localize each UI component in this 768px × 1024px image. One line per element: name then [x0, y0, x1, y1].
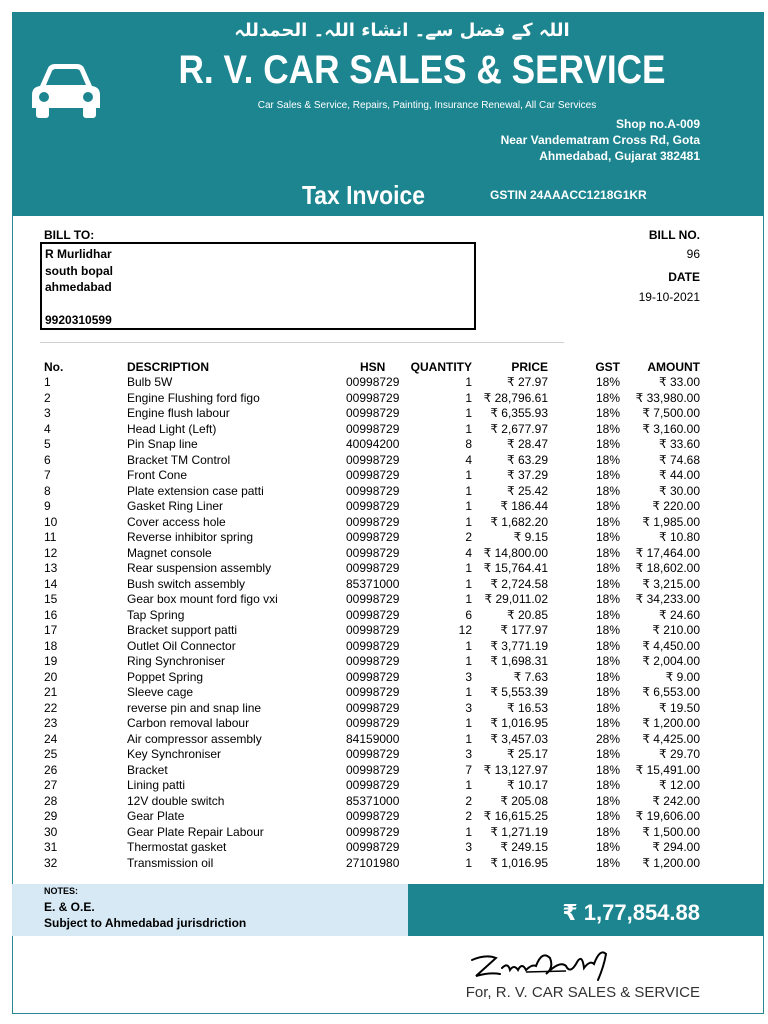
cell-gst: 18%	[595, 824, 620, 839]
cell-desc: Transmission oil	[127, 855, 214, 870]
cell-no: 14	[44, 576, 58, 591]
cell-qty: 2	[465, 809, 472, 823]
col-hsn: HSN	[360, 360, 386, 374]
bill-to-box	[40, 242, 476, 330]
bill-to-label: BILL TO:	[44, 228, 95, 242]
cell-gst: 18%	[595, 483, 620, 498]
cell-amount: ₹ 1,985.00	[642, 514, 700, 529]
date-label: DATE	[668, 270, 700, 284]
cell-hsn: 85371000	[346, 793, 400, 808]
cell-hsn: 00998729	[346, 700, 400, 715]
cell-amount: ₹ 4,425.00	[642, 731, 700, 746]
cell-desc: Magnet console	[127, 545, 212, 560]
address-line-3: Ahmedabad, Gujarat 382481	[539, 149, 700, 163]
cell-hsn: 00998729	[346, 762, 400, 777]
cell-qty: 3	[465, 747, 472, 761]
cell-hsn: 00998729	[346, 421, 400, 436]
cell-qty: 1	[465, 375, 472, 389]
cell-no: 7	[44, 468, 51, 482]
cell-desc: Bulb 5W	[127, 375, 173, 389]
col-price: PRICE	[511, 360, 548, 374]
cell-hsn: 00998729	[346, 607, 400, 622]
cell-gst: 18%	[595, 406, 620, 420]
cell-price: ₹ 1,682.20	[490, 514, 548, 529]
cell-qty: 3	[465, 700, 472, 715]
cell-hsn: 00998729	[346, 669, 400, 684]
table-row	[0, 422, 768, 438]
cell-gst: 18%	[595, 592, 620, 606]
table-header	[0, 360, 768, 375]
cell-desc: Bush switch assembly	[127, 576, 246, 591]
cell-qty: 8	[465, 437, 472, 451]
col-gst: GST	[595, 360, 620, 374]
cell-qty: 1	[465, 592, 472, 606]
table-row	[0, 391, 768, 407]
cell-desc: Air compressor assembly	[127, 731, 262, 746]
cell-desc: Engine Flushing ford figo	[127, 390, 260, 405]
cell-amount: ₹ 19,606.00	[635, 809, 700, 823]
company-tagline: Car Sales & Service, Repairs, Painting, Insurance Renewal, All Car Services	[257, 100, 597, 111]
cell-gst: 18%	[595, 561, 620, 575]
cell-amount: ₹ 44.00	[659, 468, 700, 482]
cell-no: 18	[44, 638, 58, 653]
table-row	[0, 794, 768, 810]
table-row	[0, 701, 768, 717]
cell-qty: 1	[465, 731, 472, 746]
cell-gst: 18%	[595, 793, 620, 808]
urdu-blessing: اللہ کے فضل سے۔ انشاء اللہ۔ الحمدللہ	[234, 20, 570, 41]
cell-amount: ₹ 10.80	[659, 530, 700, 544]
note-jurisdiction: Subject to Ahmedabad jurisdriction	[44, 916, 247, 930]
col-description: DESCRIPTION	[127, 360, 210, 374]
table-row	[0, 608, 768, 624]
cell-qty: 1	[465, 561, 472, 575]
cell-no: 12	[44, 545, 58, 560]
cell-desc: Head Light (Left)	[127, 421, 217, 436]
cell-amount: ₹ 24.60	[659, 607, 700, 622]
cell-price: ₹ 1,016.95	[490, 855, 548, 870]
cell-qty: 1	[465, 468, 472, 482]
cell-hsn: 00998729	[346, 592, 400, 606]
table-row	[0, 515, 768, 531]
cell-no: 31	[44, 840, 58, 854]
cell-gst: 18%	[595, 638, 620, 653]
cell-hsn: 00998729	[346, 654, 400, 668]
cell-qty: 1	[465, 855, 472, 870]
cell-price: ₹ 37.29	[507, 468, 548, 482]
cell-desc: Bracket	[127, 762, 168, 777]
cell-amount: ₹ 74.68	[659, 452, 700, 467]
table-row	[0, 840, 768, 856]
cell-price: ₹ 16.53	[507, 700, 548, 715]
customer-name: R Murlidhar	[45, 247, 112, 261]
table-row	[0, 530, 768, 546]
cell-amount: ₹ 3,215.00	[642, 576, 700, 591]
cell-amount: ₹ 17,464.00	[635, 545, 700, 560]
table-row	[0, 639, 768, 655]
cell-no: 2	[44, 390, 51, 405]
cell-hsn: 00998729	[346, 483, 400, 498]
cell-desc: Thermostat gasket	[127, 840, 227, 854]
address-line-1: Shop no.A-009	[615, 117, 700, 131]
cell-no: 6	[44, 452, 51, 467]
cell-no: 4	[44, 421, 51, 436]
cell-no: 19	[44, 654, 58, 668]
cell-amount: ₹ 9.00	[665, 669, 700, 684]
cell-price: ₹ 29,011.02	[484, 592, 548, 606]
cell-hsn: 00998729	[346, 638, 400, 653]
cell-hsn: 00998729	[346, 406, 400, 420]
cell-qty: 1	[465, 406, 472, 420]
cell-amount: ₹ 29.70	[659, 747, 700, 761]
cell-hsn: 00998729	[346, 530, 400, 544]
cell-price: ₹ 3,457.03	[490, 731, 548, 746]
cell-no: 10	[44, 514, 58, 529]
company-name: R. V. CAR SALES & SERVICE	[178, 48, 666, 92]
cell-qty: 2	[465, 793, 472, 808]
cell-hsn: 00998729	[346, 390, 400, 405]
cell-qty: 1	[465, 483, 472, 498]
cell-amount: ₹ 15,491.00	[635, 762, 700, 777]
cell-qty: 12	[458, 623, 472, 637]
col-no: No.	[44, 360, 64, 374]
cell-hsn: 00998729	[346, 561, 400, 575]
cell-price: ₹ 10.17	[507, 778, 548, 792]
cell-qty: 1	[465, 390, 472, 405]
cell-hsn: 00998729	[346, 824, 400, 839]
cell-desc: Engine flush labour	[127, 406, 230, 420]
cell-price: ₹ 186.44	[500, 499, 548, 513]
cell-gst: 18%	[595, 747, 620, 761]
notes-label: NOTES:	[44, 886, 79, 896]
cell-desc: Lining patti	[127, 778, 186, 792]
cell-qty: 1	[465, 638, 472, 653]
for-company-line: For, R. V. CAR SALES & SERVICE	[465, 984, 700, 1001]
cell-price: ₹ 63.29	[507, 452, 548, 467]
bill-no-label: BILL NO.	[648, 228, 700, 242]
cell-amount: ₹ 33,980.00	[635, 390, 700, 405]
table-row	[0, 716, 768, 732]
cell-hsn: 00998729	[346, 545, 400, 560]
invoice-title: Tax Invoice	[302, 180, 425, 210]
cell-no: 9	[44, 499, 51, 513]
cell-price: ₹ 177.97	[500, 623, 548, 637]
col-quantity: QUANTITY	[410, 360, 472, 374]
cell-desc: Gear Plate	[127, 809, 185, 823]
cell-hsn: 00998729	[346, 685, 400, 699]
company-address	[501, 116, 700, 164]
cell-price: ₹ 20.85	[507, 607, 548, 622]
cell-desc: Ring Synchroniser	[127, 654, 226, 668]
signature	[466, 940, 626, 986]
table-row	[0, 453, 768, 469]
cell-desc: Bracket support patti	[127, 623, 238, 637]
cell-price: ₹ 5,553.39	[490, 685, 548, 699]
cell-desc: Gasket Ring Liner	[127, 499, 224, 513]
cell-price: ₹ 25.17	[507, 747, 548, 761]
table-row	[0, 732, 768, 748]
cell-qty: 4	[465, 452, 472, 467]
cell-amount: ₹ 18,602.00	[635, 561, 700, 575]
cell-price: ₹ 16,615.25	[483, 809, 548, 823]
cell-price: ₹ 205.08	[500, 793, 548, 808]
table-row	[0, 561, 768, 577]
cell-gst: 18%	[595, 468, 620, 482]
cell-desc: Pin Snap line	[127, 437, 198, 451]
cell-price: ₹ 28.47	[507, 437, 548, 451]
cell-hsn: 00998729	[346, 809, 400, 823]
gstin: GSTIN 24AAACC1218G1KR	[490, 188, 647, 202]
cell-no: 25	[44, 747, 58, 761]
cell-amount: ₹ 30.00	[659, 483, 700, 498]
customer-address-2: ahmedabad	[45, 280, 112, 294]
table-row	[0, 577, 768, 593]
cell-amount: ₹ 33.00	[659, 375, 700, 389]
cell-gst: 18%	[595, 530, 620, 544]
cell-price: ₹ 2,677.97	[490, 421, 548, 436]
table-row	[0, 856, 768, 872]
cell-price: ₹ 1,698.31	[490, 654, 548, 668]
cell-hsn: 00998729	[346, 375, 400, 389]
invoice-date: 19-10-2021	[638, 290, 700, 304]
table-row	[0, 375, 768, 391]
divider	[40, 342, 564, 343]
note-eoe: E. & O.E.	[44, 900, 95, 914]
table-row	[0, 406, 768, 422]
cell-hsn: 00998729	[346, 452, 400, 467]
cell-qty: 1	[465, 778, 472, 792]
cell-no: 30	[44, 824, 58, 839]
cell-price: ₹ 1,016.95	[490, 716, 548, 730]
cell-hsn: 00998729	[346, 716, 400, 730]
table-row	[0, 747, 768, 763]
customer-phone: 9920310599	[45, 313, 112, 327]
cell-desc: Poppet Spring	[127, 669, 204, 684]
table-row	[0, 484, 768, 500]
cell-gst: 18%	[595, 685, 620, 699]
cell-no: 11	[44, 530, 57, 544]
cell-no: 20	[44, 669, 58, 684]
cell-no: 17	[44, 623, 58, 637]
cell-desc: Sleeve cage	[127, 685, 194, 699]
cell-desc: reverse pin and snap line	[127, 700, 262, 715]
cell-no: 1	[44, 375, 51, 389]
cell-no: 32	[44, 855, 58, 870]
cell-price: ₹ 13,127.97	[483, 762, 548, 777]
cell-qty: 3	[465, 669, 472, 684]
cell-hsn: 00998729	[346, 778, 400, 792]
cell-desc: Cover access hole	[127, 514, 226, 529]
table-row	[0, 778, 768, 794]
cell-gst: 18%	[595, 452, 620, 467]
cell-desc: Key Synchroniser	[127, 747, 222, 761]
table-row	[0, 763, 768, 779]
cell-gst: 18%	[595, 716, 620, 730]
table-row	[0, 825, 768, 841]
cell-price: ₹ 7.63	[513, 669, 548, 684]
cell-price: ₹ 25.42	[507, 483, 548, 498]
cell-amount: ₹ 33.60	[659, 437, 700, 451]
table-row	[0, 499, 768, 515]
cell-no: 21	[44, 685, 58, 699]
cell-amount: ₹ 220.00	[652, 499, 700, 513]
cell-price: ₹ 14,800.00	[483, 545, 548, 560]
cell-gst: 18%	[595, 778, 620, 792]
cell-hsn: 84159000	[346, 731, 400, 746]
col-amount: AMOUNT	[647, 360, 700, 374]
cell-hsn: 00998729	[346, 623, 400, 637]
cell-qty: 1	[465, 654, 472, 668]
cell-amount: ₹ 6,553.00	[642, 685, 700, 699]
cell-desc: Front Cone	[127, 468, 188, 482]
cell-no: 15	[44, 592, 58, 606]
cell-gst: 18%	[595, 576, 620, 591]
cell-qty: 1	[465, 514, 472, 529]
cell-gst: 18%	[595, 623, 620, 637]
cell-price: ₹ 9.15	[513, 530, 548, 544]
car-icon	[26, 60, 106, 120]
cell-amount: ₹ 1,500.00	[642, 824, 700, 839]
cell-desc: Bracket TM Control	[127, 452, 231, 467]
cell-no: 16	[44, 607, 58, 622]
cell-no: 26	[44, 762, 58, 777]
grand-total: ₹ 1,77,854.88	[562, 900, 700, 925]
cell-amount: ₹ 294.00	[652, 840, 700, 854]
table-row	[0, 654, 768, 670]
cell-desc: 12V double switch	[127, 793, 225, 808]
cell-no: 28	[44, 793, 58, 808]
cell-qty: 1	[465, 824, 472, 839]
cell-desc: Gear Plate Repair Labour	[127, 824, 264, 839]
cell-qty: 1	[465, 576, 472, 591]
cell-amount: ₹ 1,200.00	[642, 855, 700, 870]
cell-hsn: 00998729	[346, 514, 400, 529]
cell-no: 22	[44, 700, 58, 715]
cell-qty: 7	[465, 762, 472, 777]
cell-qty: 3	[465, 840, 472, 854]
cell-no: 23	[44, 716, 58, 730]
table-row	[0, 809, 768, 825]
table-row	[0, 623, 768, 639]
table-body	[0, 375, 768, 871]
cell-no: 13	[44, 561, 58, 575]
cell-gst: 18%	[595, 375, 620, 389]
cell-qty: 1	[465, 716, 472, 730]
cell-qty: 4	[465, 545, 472, 560]
cell-no: 27	[44, 778, 58, 792]
table-row	[0, 592, 768, 608]
cell-hsn: 00998729	[346, 499, 400, 513]
cell-desc: Gear box mount ford figo vxi	[127, 592, 278, 606]
table-row	[0, 468, 768, 484]
cell-desc: Outlet Oil Connector	[127, 638, 236, 653]
table-row	[0, 670, 768, 686]
cell-amount: ₹ 3,160.00	[642, 421, 700, 436]
cell-price: ₹ 27.97	[507, 375, 548, 389]
cell-desc: Rear suspension assembly	[127, 561, 272, 575]
cell-gst: 18%	[595, 421, 620, 436]
cell-amount: ₹ 7,500.00	[642, 406, 700, 420]
table-row	[0, 437, 768, 453]
cell-price: ₹ 15,764.41	[483, 561, 548, 575]
cell-desc: Reverse inhibitor spring	[127, 530, 254, 544]
cell-amount: ₹ 12.00	[659, 778, 700, 792]
cell-gst: 18%	[595, 437, 620, 451]
cell-qty: 2	[465, 530, 472, 544]
cell-hsn: 00998729	[346, 468, 400, 482]
cell-amount: ₹ 1,200.00	[642, 716, 700, 730]
table-row	[0, 685, 768, 701]
cell-gst: 18%	[595, 654, 620, 668]
cell-no: 8	[44, 483, 51, 498]
cell-gst: 18%	[595, 669, 620, 684]
cell-price: ₹ 2,724.58	[490, 576, 548, 591]
cell-price: ₹ 3,771.19	[490, 638, 548, 653]
cell-hsn: 00998729	[346, 840, 400, 854]
cell-no: 5	[44, 437, 51, 451]
cell-gst: 18%	[595, 545, 620, 560]
address-line-2: Near Vandematram Cross Rd, Gota	[500, 133, 700, 147]
invoice-header	[12, 12, 764, 216]
cell-amount: ₹ 242.00	[652, 793, 700, 808]
cell-gst: 18%	[595, 855, 620, 870]
cell-gst: 18%	[595, 514, 620, 529]
cell-hsn: 85371000	[346, 576, 400, 591]
cell-gst: 18%	[595, 762, 620, 777]
cell-hsn: 00998729	[346, 747, 400, 761]
cell-gst: 18%	[595, 809, 620, 823]
cell-amount: ₹ 2,004.00	[642, 654, 700, 668]
cell-gst: 18%	[595, 390, 620, 405]
cell-no: 29	[44, 809, 58, 823]
cell-amount: ₹ 210.00	[652, 623, 700, 637]
cell-price: ₹ 1,271.19	[490, 824, 548, 839]
cell-gst: 28%	[595, 731, 620, 746]
cell-qty: 6	[465, 607, 472, 622]
cell-gst: 18%	[595, 840, 620, 854]
cell-price: ₹ 6,355.93	[490, 406, 548, 420]
cell-gst: 18%	[595, 607, 620, 622]
cell-gst: 18%	[595, 499, 620, 513]
cell-qty: 1	[465, 685, 472, 699]
cell-desc: Plate extension case patti	[127, 483, 264, 498]
cell-amount: ₹ 19.50	[659, 700, 700, 715]
cell-gst: 18%	[595, 700, 620, 715]
bill-no: 96	[686, 247, 700, 261]
cell-desc: Tap Spring	[127, 607, 185, 622]
cell-qty: 1	[465, 421, 472, 436]
cell-no: 3	[44, 406, 51, 420]
cell-qty: 1	[465, 499, 472, 513]
cell-price: ₹ 249.15	[500, 840, 548, 854]
table-row	[0, 546, 768, 562]
customer-address-1: south bopal	[45, 263, 113, 278]
cell-price: ₹ 28,796.61	[483, 390, 548, 405]
cell-hsn: 27101980	[346, 855, 400, 870]
cell-amount: ₹ 4,450.00	[642, 638, 700, 653]
cell-no: 24	[44, 731, 58, 746]
cell-hsn: 40094200	[346, 437, 400, 451]
cell-amount: ₹ 34,233.00	[635, 592, 700, 606]
cell-desc: Carbon removal labour	[127, 716, 250, 730]
